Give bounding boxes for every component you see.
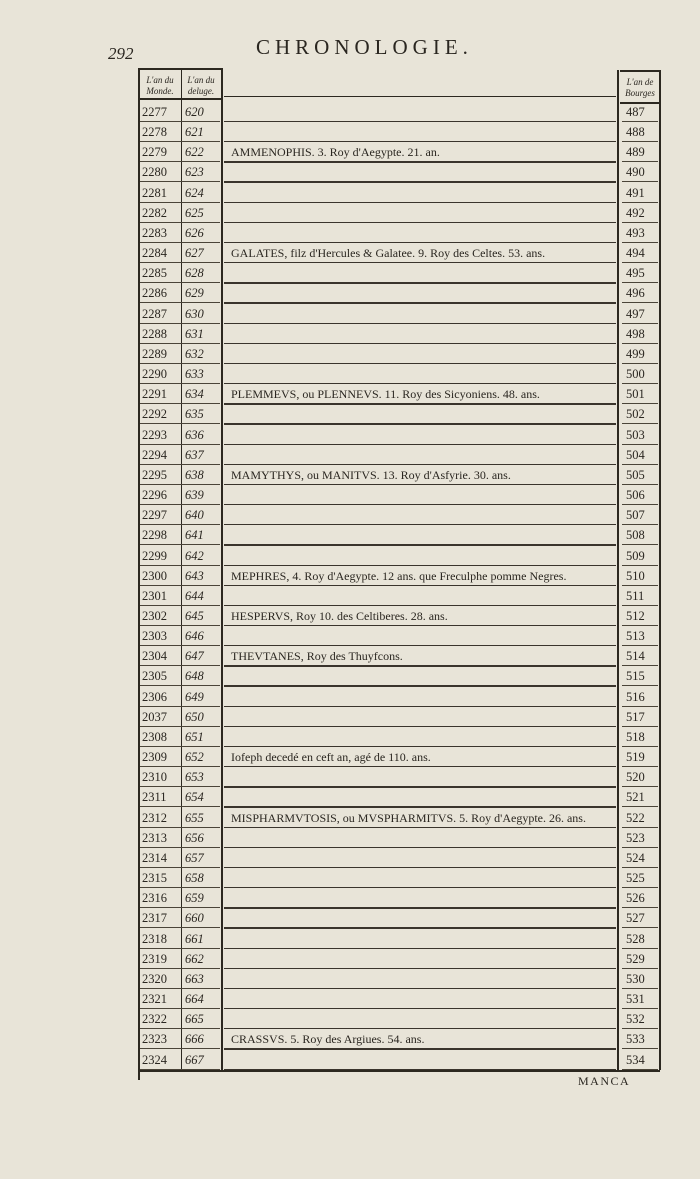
table-row	[0, 747, 700, 767]
page-number: 292	[108, 44, 134, 63]
year-of-world-cell: 2318	[142, 931, 167, 946]
table-row	[0, 566, 700, 586]
event-cell: AMMENOPHIS. 3. Roy d'Aegypte. 21. an.	[231, 145, 440, 160]
year-of-bourges-cell: 513	[626, 629, 645, 644]
year-of-bourges-cell: 521	[626, 790, 645, 805]
event-cell: Iofeph decedé en ceft an, agé de 110. ans.	[231, 750, 431, 765]
year-of-bourges-cell: 492	[626, 205, 645, 220]
year-of-bourges-cell: 525	[626, 871, 645, 886]
event-cell: THEVTANES, Roy des Thuyfcons.	[231, 649, 403, 664]
table-row	[0, 283, 700, 303]
table-row	[0, 767, 700, 787]
year-of-world-cell: 2304	[142, 649, 167, 664]
year-of-deluge-cell: 634	[185, 387, 204, 402]
year-of-bourges-cell: 504	[626, 447, 645, 462]
year-of-world-cell: 2299	[142, 548, 167, 563]
year-of-world-cell: 2282	[142, 205, 167, 220]
year-of-world-cell: 2301	[142, 588, 167, 603]
year-of-world-cell: 2037	[142, 709, 167, 724]
year-of-deluge-cell: 625	[185, 205, 204, 220]
year-of-world-cell: 2281	[142, 185, 167, 200]
year-of-bourges-cell: 507	[626, 508, 645, 523]
event-cell: HESPERVS, Roy 10. des Celtiberes. 28. ans.	[231, 609, 448, 623]
table-row	[0, 848, 700, 868]
year-of-world-cell: 2311	[142, 790, 167, 805]
table-row	[0, 808, 700, 828]
table-row	[0, 142, 700, 162]
table-row	[0, 102, 700, 122]
table-row	[0, 908, 700, 928]
year-of-world-cell: 2302	[142, 609, 167, 623]
table-row	[0, 646, 700, 666]
year-of-deluge-cell: 647	[185, 649, 204, 664]
year-of-bourges-cell: 499	[626, 346, 645, 361]
year-of-deluge-cell: 641	[185, 528, 204, 543]
year-of-world-cell: 2317	[142, 911, 167, 926]
year-of-world-cell: 2297	[142, 508, 167, 523]
year-of-bourges-cell: 529	[626, 951, 645, 966]
year-of-bourges-cell: 498	[626, 326, 645, 341]
table-row	[0, 485, 700, 505]
year-of-bourges-cell: 519	[626, 750, 645, 765]
year-of-bourges-cell: 487	[626, 105, 645, 119]
table-row	[0, 546, 700, 566]
year-of-bourges-cell: 512	[626, 609, 645, 623]
table-row	[0, 666, 700, 686]
year-of-deluge-cell: 645	[185, 609, 204, 623]
year-of-world-cell: 2316	[142, 891, 167, 906]
year-of-deluge-cell: 651	[185, 729, 204, 744]
table-row	[0, 586, 700, 606]
year-of-world-cell: 2315	[142, 871, 167, 886]
year-of-deluge-cell: 664	[185, 992, 204, 1007]
year-of-deluge-cell: 627	[185, 246, 204, 261]
year-of-world-cell: 2300	[142, 568, 167, 583]
year-of-deluge-cell: 638	[185, 467, 204, 482]
year-of-deluge-cell: 642	[185, 548, 204, 563]
year-of-bourges-cell: 505	[626, 467, 645, 482]
year-of-world-cell: 2286	[142, 286, 167, 301]
year-of-bourges-cell: 488	[626, 125, 645, 140]
header-year-of-world: L'an du Monde.	[146, 75, 174, 96]
year-of-deluge-cell: 629	[185, 286, 204, 301]
year-of-deluge-cell: 658	[185, 871, 204, 886]
table-row	[0, 465, 700, 485]
year-of-deluge-cell: 659	[185, 891, 204, 906]
year-of-bourges-cell: 506	[626, 488, 645, 503]
year-of-deluge-cell: 666	[185, 1032, 204, 1047]
year-of-bourges-cell: 518	[626, 729, 645, 744]
year-of-bourges-cell: 516	[626, 689, 645, 704]
header-rule-left	[138, 98, 222, 100]
header-rule-main	[224, 96, 616, 97]
table-row	[0, 888, 700, 908]
year-of-deluge-cell: 620	[185, 105, 204, 119]
header-year-of-bourges: L'an de Bourges	[625, 77, 655, 98]
year-of-deluge-cell: 637	[185, 447, 204, 462]
year-of-deluge-cell: 621	[185, 125, 204, 140]
year-of-bourges-cell: 530	[626, 971, 645, 986]
table-row	[0, 626, 700, 646]
year-of-deluge-cell: 622	[185, 145, 204, 160]
year-of-deluge-cell: 626	[185, 225, 204, 240]
year-of-deluge-cell: 639	[185, 488, 204, 503]
year-of-bourges-cell: 510	[626, 568, 645, 583]
year-of-bourges-cell: 489	[626, 145, 645, 160]
year-of-world-cell: 2306	[142, 689, 167, 704]
year-of-bourges-cell: 524	[626, 850, 645, 865]
year-of-deluge-cell: 648	[185, 669, 204, 684]
table-row	[0, 384, 700, 404]
year-of-bourges-cell: 502	[626, 407, 645, 422]
year-of-bourges-cell: 532	[626, 1012, 645, 1027]
event-cell: MAMYTHYS, ou MANITVS. 13. Roy d'Asfyrie. 30. ans.	[231, 467, 511, 482]
year-of-deluge-cell: 655	[185, 810, 204, 825]
event-cell: MISPHARMVTOSIS, ou MVSPHARMITVS. 5. Roy d'Aegypte. 26. ans.	[231, 810, 586, 825]
year-of-world-cell: 2298	[142, 528, 167, 543]
year-of-world-cell: 2323	[142, 1032, 167, 1047]
year-of-deluge-cell: 635	[185, 407, 204, 422]
year-of-world-cell: 2277	[142, 105, 167, 119]
year-of-deluge-cell: 653	[185, 770, 204, 785]
year-of-world-cell: 2303	[142, 629, 167, 644]
table-row	[0, 505, 700, 525]
year-of-world-cell: 2321	[142, 992, 167, 1007]
year-of-world-cell: 2320	[142, 971, 167, 986]
table-row	[0, 606, 700, 626]
year-of-world-cell: 2314	[142, 850, 167, 865]
top-rule-left	[138, 68, 222, 70]
year-of-deluge-cell: 632	[185, 346, 204, 361]
row-rule-right	[622, 1069, 658, 1070]
year-of-bourges-cell: 495	[626, 266, 645, 281]
year-of-deluge-cell: 657	[185, 850, 204, 865]
year-of-world-cell: 2280	[142, 165, 167, 180]
bottom-rule	[138, 1070, 660, 1072]
year-of-deluge-cell: 628	[185, 266, 204, 281]
year-of-bourges-cell: 501	[626, 387, 645, 402]
year-of-world-cell: 2291	[142, 387, 167, 402]
year-of-world-cell: 2305	[142, 669, 167, 684]
year-of-deluge-cell: 667	[185, 1052, 204, 1067]
year-of-bourges-cell: 534	[626, 1052, 645, 1067]
table-row	[0, 707, 700, 727]
year-of-bourges-cell: 503	[626, 427, 645, 442]
year-of-world-cell: 2279	[142, 145, 167, 160]
year-of-bourges-cell: 517	[626, 709, 645, 724]
table-row	[0, 364, 700, 384]
year-of-bourges-cell: 494	[626, 246, 645, 261]
table-row	[0, 727, 700, 747]
year-of-world-cell: 2289	[142, 346, 167, 361]
table-row	[0, 1029, 700, 1049]
year-of-deluge-cell: 649	[185, 689, 204, 704]
year-of-bourges-cell: 496	[626, 286, 645, 301]
year-of-deluge-cell: 624	[185, 185, 204, 200]
table-row	[0, 828, 700, 848]
year-of-world-cell: 2287	[142, 306, 167, 321]
year-of-world-cell: 2309	[142, 750, 167, 765]
table-row	[0, 203, 700, 223]
top-rule-right	[620, 70, 660, 72]
year-of-world-cell: 2288	[142, 326, 167, 341]
table-row	[0, 929, 700, 949]
table-row	[0, 969, 700, 989]
year-of-bourges-cell: 509	[626, 548, 645, 563]
header-year-of-deluge: L'an du deluge.	[187, 75, 215, 96]
year-of-bourges-cell: 527	[626, 911, 645, 926]
table-row	[0, 404, 700, 424]
year-of-world-cell: 2313	[142, 830, 167, 845]
year-of-bourges-cell: 493	[626, 225, 645, 240]
year-of-bourges-cell: 528	[626, 931, 645, 946]
year-of-world-cell: 2312	[142, 810, 167, 825]
table-row	[0, 868, 700, 888]
table-row	[0, 949, 700, 969]
year-of-deluge-cell: 660	[185, 911, 204, 926]
year-of-bourges-cell: 514	[626, 649, 645, 664]
year-of-bourges-cell: 523	[626, 830, 645, 845]
event-cell: GALATES, filz d'Hercules & Galatee. 9. Roy des Celtes. 53. ans.	[231, 246, 546, 261]
event-cell: CRASSVS. 5. Roy des Argiues. 54. ans.	[231, 1032, 425, 1047]
year-of-world-cell: 2290	[142, 367, 167, 382]
table-row	[0, 162, 700, 182]
year-of-world-cell: 2324	[142, 1052, 167, 1067]
running-title: CHRONOLOGIE.	[256, 35, 473, 59]
table-row	[0, 1050, 700, 1070]
year-of-world-cell: 2308	[142, 729, 167, 744]
table-row	[0, 1009, 700, 1029]
year-of-bourges-cell: 508	[626, 528, 645, 543]
year-of-world-cell: 2285	[142, 266, 167, 281]
year-of-bourges-cell: 522	[626, 810, 645, 825]
year-of-deluge-cell: 631	[185, 326, 204, 341]
table-row	[0, 787, 700, 807]
table-row	[0, 304, 700, 324]
year-of-bourges-cell: 533	[626, 1032, 645, 1047]
row-rule-left	[140, 1069, 220, 1070]
year-of-bourges-cell: 497	[626, 306, 645, 321]
table-row	[0, 223, 700, 243]
table-row	[0, 525, 700, 545]
year-of-bourges-cell: 490	[626, 165, 645, 180]
year-of-world-cell: 2296	[142, 488, 167, 503]
year-of-deluge-cell: 623	[185, 165, 204, 180]
year-of-deluge-cell: 636	[185, 427, 204, 442]
table-row	[0, 445, 700, 465]
year-of-bourges-cell: 515	[626, 669, 645, 684]
year-of-world-cell: 2284	[142, 246, 167, 261]
year-of-world-cell: 2294	[142, 447, 167, 462]
year-of-bourges-cell: 520	[626, 770, 645, 785]
table-row	[0, 324, 700, 344]
year-of-deluge-cell: 654	[185, 790, 204, 805]
year-of-deluge-cell: 656	[185, 830, 204, 845]
year-of-deluge-cell: 652	[185, 750, 204, 765]
year-of-deluge-cell: 665	[185, 1012, 204, 1027]
year-of-deluge-cell: 633	[185, 367, 204, 382]
year-of-deluge-cell: 640	[185, 508, 204, 523]
event-cell: PLEMMEVS, ou PLENNEVS. 11. Roy des Sicyoniens. 48. ans.	[231, 387, 540, 402]
table-row	[0, 344, 700, 364]
catchword: MANCA	[578, 1074, 631, 1088]
year-of-world-cell: 2292	[142, 407, 167, 422]
table-row	[0, 243, 700, 263]
year-of-bourges-cell: 531	[626, 992, 645, 1007]
year-of-world-cell: 2295	[142, 467, 167, 482]
table-row	[0, 183, 700, 203]
event-cell: MEPHRES, 4. Roy d'Aegypte. 12 ans. que Freculphe pomme Negres.	[231, 568, 567, 583]
table-row	[0, 263, 700, 283]
year-of-world-cell: 2278	[142, 125, 167, 140]
year-of-deluge-cell: 646	[185, 629, 204, 644]
year-of-bourges-cell: 491	[626, 185, 645, 200]
year-of-deluge-cell: 643	[185, 568, 204, 583]
year-of-deluge-cell: 663	[185, 971, 204, 986]
row-rule-main	[224, 1069, 616, 1070]
year-of-bourges-cell: 500	[626, 367, 645, 382]
year-of-world-cell: 2322	[142, 1012, 167, 1027]
year-of-deluge-cell: 644	[185, 588, 204, 603]
table-row	[0, 425, 700, 445]
year-of-world-cell: 2319	[142, 951, 167, 966]
year-of-bourges-cell: 526	[626, 891, 645, 906]
year-of-deluge-cell: 630	[185, 306, 204, 321]
year-of-world-cell: 2283	[142, 225, 167, 240]
year-of-bourges-cell: 511	[626, 588, 645, 603]
year-of-deluge-cell: 661	[185, 931, 204, 946]
year-of-world-cell: 2293	[142, 427, 167, 442]
year-of-world-cell: 2310	[142, 770, 167, 785]
table-row	[0, 989, 700, 1009]
table-row	[0, 687, 700, 707]
table-row	[0, 122, 700, 142]
year-of-deluge-cell: 650	[185, 709, 204, 724]
year-of-deluge-cell: 662	[185, 951, 204, 966]
